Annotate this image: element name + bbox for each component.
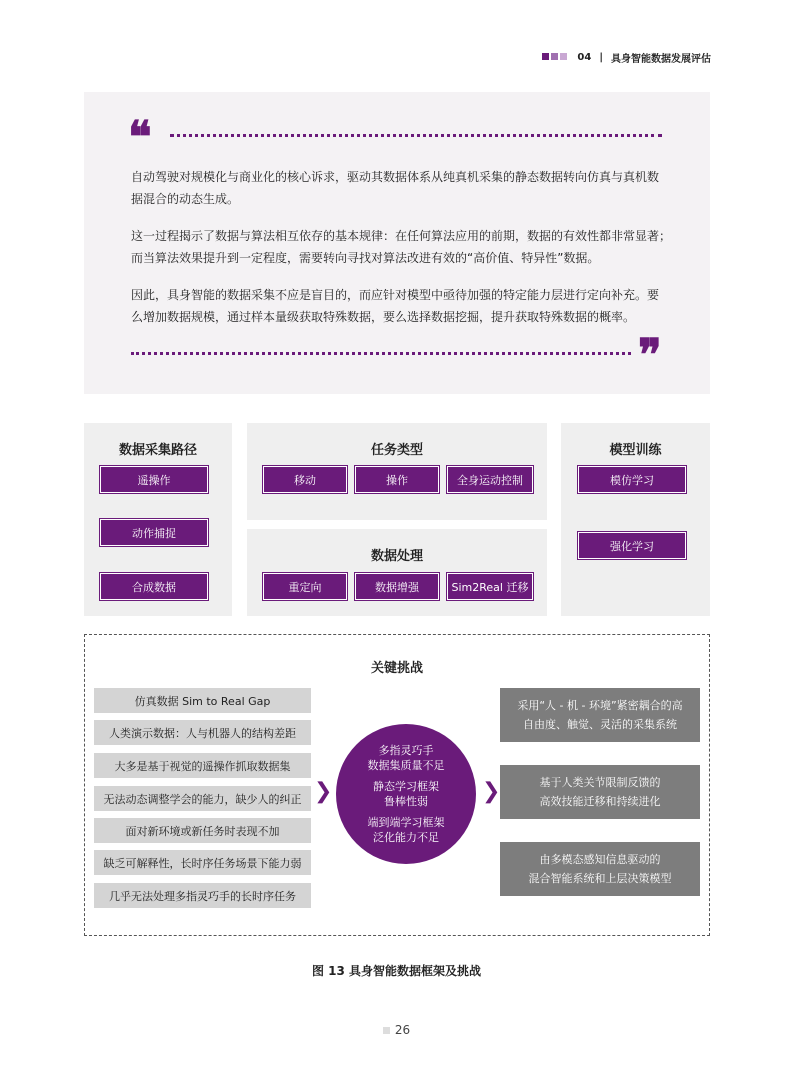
quote-line: 自动驾驶对规模化与商业化的核心诉求，驱动其数据体系从纯真机采集的静态数据转向仿真与真机数 [131, 170, 660, 184]
panel-title: 数据处理 [370, 549, 423, 564]
training-item-imitation: 模仿学习 [578, 466, 686, 493]
processing-item-sim2real: Sim2Real 迁移 [447, 573, 533, 600]
quote-top-rule [170, 134, 662, 137]
quote-line: 因此，具身智能的数据采集不应是盲目的，而应针对模型中亟待加强的特定能力层进行定向补充。要 [131, 288, 660, 302]
challenge-left-item: 人类演示数据：人与机器人的结构差距 [94, 720, 311, 745]
core-item-end-to-end: 端到端学习框架 泛化能力不足 [367, 816, 445, 844]
task-item-whole-body-control: 全身运动控制 [447, 466, 533, 493]
quote-line: 这一过程揭示了数据与算法相互依存的基本规律：在任何算法应用的前期，数据的有效性都非常显著； [131, 229, 672, 243]
core-item-dexterous-hand: 多指灵巧手 数据集质量不足 [367, 744, 445, 772]
challenge-core-circle [336, 724, 476, 864]
header-divider: | [599, 52, 603, 63]
core-item-static-learning: 静态学习框架 鲁棒性弱 [373, 780, 439, 808]
challenge-left-item: 无法动态调整学会的能力，缺少人的纠正 [94, 786, 311, 811]
panel-data-collection [84, 423, 232, 616]
solution-item: 由多模态感知信息驱动的 混合智能系统和上层决策模型 [500, 842, 700, 896]
quote-line: 么增加数据规模，通过样本量级获取特殊数据，要么选择数据挖掘，提升获取特殊数据的概率。 [131, 310, 636, 324]
quote-paragraph-3 [131, 284, 671, 328]
challenges-title: 关键挑战 [370, 661, 423, 676]
task-item-manipulation: 操作 [355, 466, 439, 493]
challenge-left-item: 几乎无法处理多指灵巧手的长时序任务 [94, 883, 311, 908]
panel-model-training [561, 423, 710, 616]
figure-caption: 图 13 具身智能数据框架及挑战 [311, 964, 482, 978]
processing-item-augmentation: 数据增强 [355, 573, 439, 600]
close-quote-icon: ❞ [638, 330, 662, 381]
quote-bottom-rule [131, 352, 631, 355]
collection-item-motion-capture: 动作捕捉 [100, 519, 208, 546]
solution-item: 基于人类关节限制反馈的 高效技能迁移和持续进化 [500, 765, 700, 819]
quote-paragraph-1 [131, 166, 671, 210]
quote-body [131, 166, 671, 328]
panel-title: 任务类型 [370, 443, 423, 458]
quote-line: 而当算法效果提升到一定程度，需要转向寻找对算法改进有效的“高价值、特异性”数据。 [131, 251, 600, 265]
page-marker [383, 1027, 390, 1034]
challenge-left-item: 仿真数据 Sim to Real Gap [94, 688, 311, 713]
header-marks [542, 52, 569, 63]
panel-data-processing [247, 529, 547, 616]
panel-title: 模型训练 [609, 443, 662, 458]
page-number: 26 [0, 1023, 793, 1037]
quote-paragraph-2 [131, 225, 671, 269]
collection-item-teleoperation: 遥操作 [100, 466, 208, 493]
collection-item-synthetic-data: 合成数据 [100, 573, 208, 600]
challenge-left-item: 大多是基于视觉的遥操作抓取数据集 [94, 753, 311, 778]
processing-item-retargeting: 重定向 [263, 573, 347, 600]
challenge-left-item: 缺乏可解释性，长时序任务场景下能力弱 [94, 850, 311, 875]
chevron-right-icon: ❯ [314, 779, 333, 804]
training-item-reinforcement: 强化学习 [578, 532, 686, 559]
panel-title: 数据采集路径 [118, 443, 197, 458]
solution-item: 采用“人 - 机 - 环境”紧密耦合的高 自由度、触觉、灵活的采集系统 [500, 688, 700, 742]
quote-line: 据混合的动态生成。 [131, 192, 240, 206]
quote-box [84, 92, 710, 394]
chevron-right-icon: ❯ [482, 779, 501, 804]
open-quote-icon: ❝ [128, 112, 152, 163]
task-item-locomotion: 移动 [263, 466, 347, 493]
page-header [542, 50, 711, 65]
header-title: 具身智能数据发展评估 [611, 54, 711, 65]
header-section: 04 [577, 52, 592, 63]
panel-task-type [247, 423, 547, 520]
challenge-left-item: 面对新环境或新任务时表现不加 [94, 818, 311, 843]
